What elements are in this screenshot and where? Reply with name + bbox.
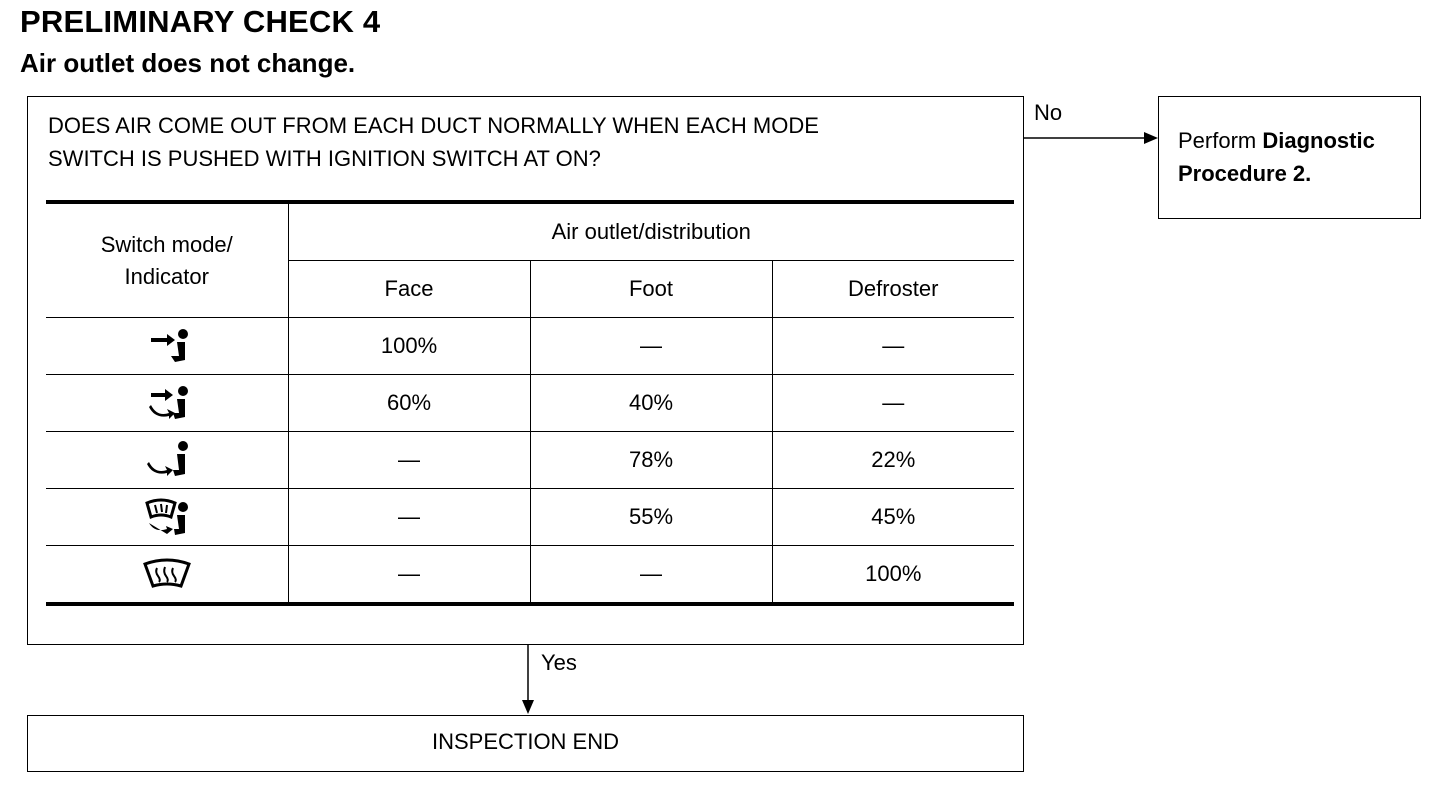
switch-mode-header-line-2: Indicator	[124, 263, 209, 289]
defroster-value: —	[772, 375, 1014, 432]
diagnostic-procedure-box	[1158, 96, 1421, 219]
column-header-foot: Foot	[530, 261, 772, 318]
defroster-value: —	[772, 318, 1014, 375]
air-outlet-header: Air outlet/distribution	[288, 202, 1014, 261]
foot-value: 40%	[530, 375, 772, 432]
face-value: —	[288, 546, 530, 605]
column-header-defroster: Defroster	[772, 261, 1014, 318]
page-title: PRELIMINARY CHECK 4	[20, 4, 381, 39]
defroster-value: 22%	[772, 432, 1014, 489]
face-value: —	[288, 432, 530, 489]
yes-arrow	[522, 645, 534, 714]
question-line-2: SWITCH IS PUSHED WITH IGNITION SWITCH AT ON?	[48, 146, 601, 171]
face-value: 100%	[288, 318, 530, 375]
page-subtitle: Air outlet does not change.	[20, 48, 356, 78]
diagnostic-procedure-text	[1178, 124, 1375, 190]
perform-text: Perform	[1178, 128, 1263, 153]
diagnostic-text: Diagnostic	[1262, 128, 1375, 153]
foot-value: 78%	[530, 432, 772, 489]
foot-value: —	[530, 546, 772, 605]
procedure-text: Procedure 2.	[1178, 161, 1312, 186]
defroster-value: 45%	[772, 489, 1014, 546]
defroster-value: 100%	[772, 546, 1014, 605]
face-value: 60%	[288, 375, 530, 432]
question-line-1: DOES AIR COME OUT FROM EACH DUCT NORMALLY WHEN EACH MODE	[48, 113, 819, 138]
yes-label: Yes	[541, 650, 577, 675]
switch-mode-header-line-1: Switch mode/	[100, 231, 233, 257]
face-value: —	[288, 489, 530, 546]
no-label: No	[1034, 100, 1063, 125]
foot-value: 55%	[530, 489, 772, 546]
inspection-end-box: INSPECTION END	[27, 715, 1024, 772]
column-header-face: Face	[288, 261, 530, 318]
no-arrow	[1024, 132, 1158, 144]
foot-value: —	[530, 318, 772, 375]
